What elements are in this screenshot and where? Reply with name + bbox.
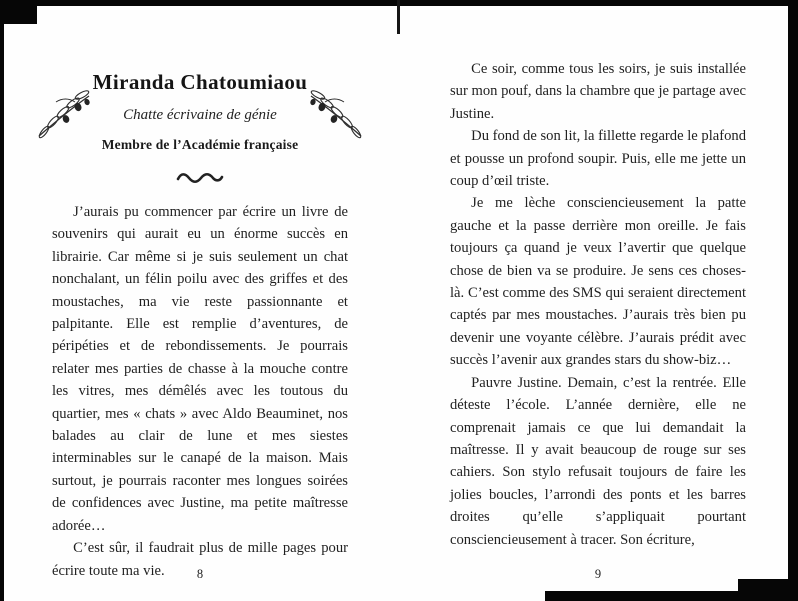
paragraph: Je me lèche consciencieusement la patte gauche et la passe derrière mon oreille. Je fais toujours ça quand je veux l’avertir que quelque chose de bien va se produire. Je sens ces choses-là. C’est comme des SMS qui seraient directement captés par mes moustaches. J’aurais très bien pu devenir une voyante célèbre. J’aurais prédit avec succès l’avenir aux grandes stars du show-biz… (450, 195, 746, 369)
paragraph: Ce soir, comme tous les soirs, je suis installée sur mon pouf, dans la chambre que je partage avec Justine. (450, 61, 746, 122)
left-page-text (52, 201, 348, 582)
right-page-content (450, 0, 746, 601)
chapter-title: Miranda Chatoumiaou (92, 70, 308, 94)
chapter-subtitle: Chatte écrivaine de génie (123, 107, 277, 123)
paragraph: J’aurais pu commencer par écrire un livre de souvenirs qui aurait eu un énorme succès en librairie. Car même si je suis seulement un chat nonchalant, un félin poilu avec des griffes et des moustaches, ma vie reste passionnante et palpitante. Elle est remplie d’aventures, de péripéties et de rebondissements. Je pourrais relater mes parties de chasse à la mouche contre les vitres, mes démêlés avec les toutous du quartier, mes « chats » avec Aldo Beauminet, nos balades au clair de lune et mes siestes interminables sur le canapé de la maison. Mais surtout, je pourrais raconter mes longues soirées de confidences avec Justine, ma petite maîtresse adorée… (52, 204, 348, 534)
scan-edge-right (788, 0, 798, 601)
left-page-content (52, 0, 348, 601)
book-spine-mark (397, 0, 400, 34)
paragraph: Du fond de son lit, la fillette regarde le plafond et pousse un profond soupir. Puis, elle me jette un coup d’œil triste. (450, 128, 746, 190)
right-page-number: 9 (594, 567, 602, 581)
scan-edge-bottom-right-corner (738, 579, 798, 601)
left-page-number: 8 (196, 567, 204, 581)
paragraph: C’est sûr, il faudrait plus de mille pages pour écrire toute ma vie. (52, 540, 348, 579)
page-right (399, 0, 798, 601)
squiggle-divider-icon (52, 169, 348, 190)
chapter-affiliation: Membre de l’Académie française (101, 137, 299, 152)
scan-edge-left (0, 0, 4, 601)
right-page-text (450, 58, 746, 551)
scan-edge-top-left (0, 0, 37, 24)
paragraph: Pauvre Justine. Demain, c’est la rentrée. Elle déteste l’école. L’année dernière, elle ne comprenait jamais ce que lui demandait la maîtresse. Il y avait beaucoup de rouge sur ses cahiers. Son stylo refusait toujours de faire les jolies boucles, l’arrondi des ponts et les barres droites qu’elle s’appliquait pourtant consciencieusement à tracer. Son écriture, (450, 374, 746, 548)
